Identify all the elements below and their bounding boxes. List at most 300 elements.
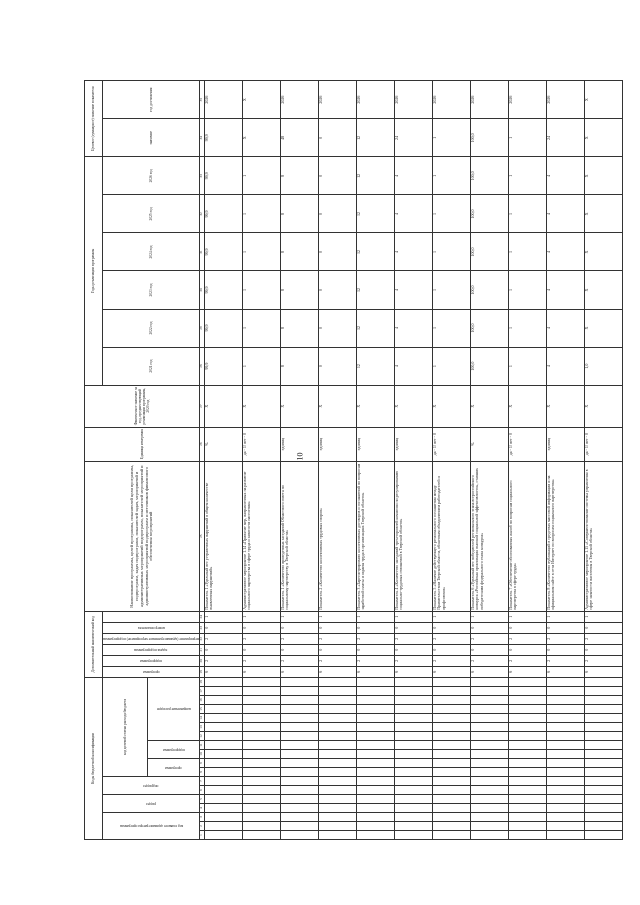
row-year-value: 100,0	[470, 157, 508, 195]
row-target-value: 48	[280, 119, 318, 157]
row-year-value: 4	[394, 195, 432, 233]
code-cell	[204, 813, 242, 822]
code-cell	[318, 795, 356, 804]
column-number: 25	[200, 461, 205, 611]
code-cell	[204, 768, 242, 777]
code-cell	[432, 804, 470, 813]
row-target-value: Х	[584, 119, 622, 157]
column-number: 17	[200, 687, 205, 696]
code-cell	[394, 795, 432, 804]
code-cell	[204, 750, 242, 759]
code-cell	[394, 696, 432, 705]
code-cell: 0	[242, 644, 280, 655]
code-cell: 1	[242, 611, 280, 622]
row-year-value: 8	[280, 309, 318, 347]
code-cell	[280, 687, 318, 696]
row-target-value: 0	[318, 119, 356, 157]
column-number: 3	[200, 813, 205, 822]
year-2026-header: 2026 год	[103, 157, 200, 195]
code-cell: 1	[470, 611, 508, 622]
code-cell	[432, 723, 470, 732]
code-cell	[584, 822, 622, 831]
row-target-value: 24	[394, 119, 432, 157]
table-row	[356, 81, 394, 840]
code-cell	[470, 677, 508, 686]
code-cell	[242, 813, 280, 822]
row-target-year: 2026	[394, 81, 432, 119]
column-number: 34	[200, 119, 205, 157]
page-number: 10	[295, 452, 305, 461]
code-cell	[318, 786, 356, 795]
row-target-year: 2026	[508, 81, 546, 119]
row-year-value: 0	[318, 157, 356, 195]
row-name: Показатель 1 «Удельный вес устраненных нарушений в общем количестве выявленных нарушений»	[204, 461, 242, 611]
code-cell	[356, 687, 394, 696]
row-year-value: 12	[356, 195, 394, 233]
row-year-value: 0	[318, 233, 356, 271]
row-year-value: 100,0	[470, 347, 508, 385]
code-cell	[508, 768, 546, 777]
code-cell	[508, 732, 546, 741]
row-name: Административное мероприятие 1.14 «Принятие мер, направленных на развитие социального партнерства в сфере труда и занятости населения»	[242, 461, 280, 611]
code-cell	[280, 714, 318, 723]
code-cell	[432, 732, 470, 741]
code-cell: 2	[356, 655, 394, 666]
column-number: 12	[200, 732, 205, 741]
row-year-value: Х	[584, 157, 622, 195]
code-cell	[242, 777, 280, 786]
row-year-value: 4	[546, 157, 584, 195]
code-cell	[280, 804, 318, 813]
code-cell	[432, 768, 470, 777]
code-cell	[508, 777, 546, 786]
code-cell	[546, 786, 584, 795]
row-unit: да - 1/ нет - 0	[432, 427, 470, 461]
code-cell	[394, 687, 432, 696]
code-cell: 2	[394, 655, 432, 666]
row-target-value: 1	[432, 119, 470, 157]
code-cell	[318, 759, 356, 768]
code-cell	[508, 741, 546, 750]
code-cell: 2	[280, 633, 318, 644]
code-cell	[204, 677, 242, 686]
year-2022-header: 2022 год	[103, 309, 200, 347]
code-cell	[204, 777, 242, 786]
code-cell	[470, 759, 508, 768]
column-number: 2	[200, 822, 205, 831]
code-cell	[242, 677, 280, 686]
code-cell	[432, 741, 470, 750]
year-2021-header: 2021 год	[103, 347, 200, 385]
row-year-value: 99,9	[204, 347, 242, 385]
code-cell	[280, 677, 318, 686]
code-cell	[546, 741, 584, 750]
code-cell	[546, 687, 584, 696]
code-cell	[204, 741, 242, 750]
code-cell	[508, 696, 546, 705]
code-cell	[356, 795, 394, 804]
code-cell: 0	[584, 644, 622, 655]
fact-2020-header: Фактическое значение за год, предшествующий реализации программы, 2020 год	[85, 385, 200, 427]
row-target-year: 2026	[546, 81, 584, 119]
code-cell: 6	[584, 666, 622, 677]
row-unit: %	[204, 427, 242, 461]
code-cell	[318, 831, 356, 840]
code-cell: 2	[318, 655, 356, 666]
row-year-value: 1	[432, 157, 470, 195]
row-target-value: 24	[546, 119, 584, 157]
code-cell	[280, 750, 318, 759]
budget-article-header: код целевой статьи расхода бюджета	[103, 677, 148, 776]
row-fact-2020: Х	[394, 385, 432, 427]
row-unit: единиц	[546, 427, 584, 461]
code-cell	[432, 786, 470, 795]
code-cell	[394, 822, 432, 831]
row-year-value: 1	[432, 195, 470, 233]
direction-code-header: направление расходов	[156, 706, 191, 711]
row-year-value: Х	[584, 233, 622, 271]
code-cell	[394, 750, 432, 759]
code-cell	[546, 732, 584, 741]
code-cell	[242, 750, 280, 759]
code-cell: 2	[584, 655, 622, 666]
target-header: Целевое (суммарное) значение показателя	[85, 81, 103, 157]
code-cell	[394, 786, 432, 795]
code-cell	[280, 759, 318, 768]
code-cell: 2	[508, 655, 546, 666]
row-target-year: 2026	[356, 81, 394, 119]
code-cell	[584, 813, 622, 822]
code-cell: 2	[546, 655, 584, 666]
code-cell: 0	[280, 644, 318, 655]
code-cell	[546, 813, 584, 822]
code-cell: 0	[508, 622, 546, 633]
code-cell	[470, 795, 508, 804]
code-cell	[432, 750, 470, 759]
code-cell	[280, 768, 318, 777]
row-target-year: 2026	[280, 81, 318, 119]
row-fact-2020: Х	[546, 385, 584, 427]
code-cell	[242, 696, 280, 705]
row-year-value: 1	[508, 347, 546, 385]
code-cell	[394, 714, 432, 723]
code-cell: 0	[508, 644, 546, 655]
code-cell	[432, 822, 470, 831]
row-unit: да - 1/ нет - 0	[242, 427, 280, 461]
row-name: Показатель 6 «Удельный вес победителей регионального этапа всероссийского конкурса «Российская организация высокой социальной эффективности», ставших победителями федерального этапа конкурса»	[470, 461, 508, 611]
code-cell	[546, 714, 584, 723]
row-year-value: 0	[318, 271, 356, 309]
code-cell	[356, 786, 394, 795]
code-cell: 2	[508, 633, 546, 644]
col-indicator-header: номер показателя	[137, 625, 165, 630]
row-target-value: 100,0	[470, 119, 508, 157]
row-year-value: 12	[356, 309, 394, 347]
year-2023-header: 2023 год	[103, 271, 200, 309]
code-cell	[356, 822, 394, 831]
code-cell	[508, 750, 546, 759]
rotated-page	[84, 80, 594, 840]
code-cell	[242, 732, 280, 741]
code-cell	[318, 714, 356, 723]
row-name: Показатель 5 «Наличие действующего регионального соглашения между Правительством Тверской области, областным объединением работодателей и профсоюзов»	[432, 461, 470, 611]
column-number: 22	[200, 633, 205, 644]
code-cell	[508, 677, 546, 686]
code-cell	[546, 804, 584, 813]
column-number: 14	[200, 714, 205, 723]
code-cell	[356, 831, 394, 840]
code-cell	[394, 741, 432, 750]
code-cell	[508, 714, 546, 723]
code-cell	[546, 822, 584, 831]
row-target-value: 1	[508, 119, 546, 157]
code-cell	[432, 777, 470, 786]
year-2025-header: 2025 год	[103, 195, 200, 233]
code-cell	[356, 723, 394, 732]
code-cell	[394, 804, 432, 813]
code-cell	[242, 705, 280, 714]
code-cell	[394, 705, 432, 714]
row-name: Показатель 3 «Зарегистрировано коллективных договоров и соглашений по вопросам заработной платы и охраны труда в организациях Тверской области»	[356, 461, 394, 611]
code-cell: 0	[204, 644, 242, 655]
row-year-value: 99,9	[204, 309, 242, 347]
table-row	[470, 81, 508, 840]
code-cell	[242, 723, 280, 732]
code-cell	[356, 741, 394, 750]
row-year-value: 4	[394, 233, 432, 271]
row-fact-2020: Х	[318, 385, 356, 427]
code-cell	[546, 768, 584, 777]
code-cell	[508, 687, 546, 696]
code-cell: 2	[470, 633, 508, 644]
code-cell	[204, 714, 242, 723]
code-cell	[394, 677, 432, 686]
row-year-value: 12	[356, 233, 394, 271]
row-year-value: 8	[280, 271, 318, 309]
code-cell: 0	[432, 644, 470, 655]
code-cell	[394, 732, 432, 741]
row-year-value: Х	[584, 195, 622, 233]
column-number: 20	[200, 655, 205, 666]
code-cell	[584, 705, 622, 714]
code-cell	[242, 786, 280, 795]
code-cell	[470, 732, 508, 741]
program-code-header: программа	[165, 765, 182, 770]
code-cell	[242, 795, 280, 804]
row-year-value: 1	[432, 233, 470, 271]
code-cell	[546, 677, 584, 686]
row-target-year: 2026	[204, 81, 242, 119]
row-target-year: Х	[584, 81, 622, 119]
analytic-code-header: Дополнительный аналитический код	[85, 611, 103, 677]
code-cell	[546, 705, 584, 714]
code-cell	[318, 732, 356, 741]
code-cell	[470, 696, 508, 705]
code-cell: 2	[242, 655, 280, 666]
code-cell	[280, 732, 318, 741]
code-cell	[356, 714, 394, 723]
row-year-value: 99,9	[204, 271, 242, 309]
code-cell: 0	[242, 622, 280, 633]
row-fact-2020: Х	[280, 385, 318, 427]
code-cell	[584, 777, 622, 786]
code-cell	[318, 741, 356, 750]
column-number: 33	[200, 157, 205, 195]
column-number: 24	[200, 611, 205, 622]
row-year-value: 8	[280, 233, 318, 271]
table-body	[204, 81, 622, 840]
code-cell	[204, 759, 242, 768]
code-cell: 0	[470, 644, 508, 655]
row-year-value: 1	[242, 195, 280, 233]
code-cell: 2	[204, 655, 242, 666]
code-cell: 1	[204, 611, 242, 622]
code-cell	[470, 750, 508, 759]
column-number: 28	[200, 347, 205, 385]
code-cell	[204, 795, 242, 804]
column-number: 30	[200, 271, 205, 309]
code-cell	[584, 768, 622, 777]
code-cell	[356, 696, 394, 705]
row-year-value: 1	[242, 233, 280, 271]
row-year-value: 8	[280, 157, 318, 195]
row-target-year: Х	[242, 81, 280, 119]
target-value-header: значение	[103, 119, 200, 157]
row-year-value: 100,0	[470, 195, 508, 233]
column-number: 6	[200, 786, 205, 795]
row-year-value: 0	[318, 347, 356, 385]
code-cell	[242, 822, 280, 831]
code-cell: 2	[432, 655, 470, 666]
code-cell	[280, 723, 318, 732]
code-cell: 1	[432, 611, 470, 622]
code-cell: 1	[318, 611, 356, 622]
code-cell	[318, 705, 356, 714]
code-cell	[584, 714, 622, 723]
row-name: Административное мероприятие 1.15 «Совершенствование системы управления в сфере занятости населения в Тверской области»	[584, 461, 622, 611]
code-cell	[242, 768, 280, 777]
code-cell: 6	[318, 666, 356, 677]
code-cell: 1	[508, 611, 546, 622]
code-cell: 6	[508, 666, 546, 677]
code-cell: 0	[318, 622, 356, 633]
code-cell	[432, 696, 470, 705]
code-cell	[204, 786, 242, 795]
code-cell	[432, 831, 470, 840]
row-year-value: 1	[432, 347, 470, 385]
column-number: 10	[200, 750, 205, 759]
row-target-value: Х	[242, 119, 280, 157]
code-cell	[280, 795, 318, 804]
code-cell	[204, 687, 242, 696]
col-event-header: мероприятие (административное мероприятие) подпрограммы	[103, 636, 200, 641]
code-cell	[508, 831, 546, 840]
code-cell: 6	[204, 666, 242, 677]
code-cell	[394, 777, 432, 786]
table-row	[546, 81, 584, 840]
code-cell: 2	[204, 633, 242, 644]
row-target-value: 99,9	[204, 119, 242, 157]
year-2024-header: 2024 год	[103, 233, 200, 271]
table-row	[432, 81, 470, 840]
code-cell	[584, 786, 622, 795]
row-year-value: 1	[242, 347, 280, 385]
column-number: 15	[200, 705, 205, 714]
row-year-value: 100,0	[470, 309, 508, 347]
table-row	[204, 81, 242, 840]
code-cell	[318, 687, 356, 696]
code-cell: 2	[546, 633, 584, 644]
code-cell	[470, 786, 508, 795]
column-number: 27	[200, 385, 205, 427]
code-cell	[318, 723, 356, 732]
code-cell: 1	[546, 611, 584, 622]
target-year-header: год достижения	[103, 81, 200, 119]
code-cell	[508, 759, 546, 768]
code-cell	[280, 822, 318, 831]
row-year-value: 4	[394, 157, 432, 195]
code-cell	[242, 831, 280, 840]
code-cell: 6	[280, 666, 318, 677]
code-cell: 0	[584, 622, 622, 633]
row-year-value: 4	[394, 309, 432, 347]
row-year-value: 1,0	[584, 347, 622, 385]
column-number: 4	[200, 804, 205, 813]
code-cell: 1	[584, 611, 622, 622]
column-number: 21	[200, 644, 205, 655]
column-number: 11	[200, 741, 205, 750]
row-year-value: Х	[584, 309, 622, 347]
code-cell	[546, 795, 584, 804]
code-cell	[584, 831, 622, 840]
code-cell	[204, 822, 242, 831]
code-cell	[508, 813, 546, 822]
code-cell	[280, 696, 318, 705]
row-year-value: 4	[546, 195, 584, 233]
column-number: 26	[200, 427, 205, 461]
code-cell	[280, 777, 318, 786]
program-table	[84, 80, 623, 840]
code-cell: 6	[356, 666, 394, 677]
code-cell	[356, 777, 394, 786]
code-cell: 0	[280, 622, 318, 633]
code-cell: 1	[280, 611, 318, 622]
column-number: 16	[200, 696, 205, 705]
row-fact-2020: Х	[508, 385, 546, 427]
col-program-header: программа	[142, 669, 160, 674]
code-cell: 0	[546, 622, 584, 633]
row-year-value: 100,0	[470, 271, 508, 309]
code-cell	[280, 741, 318, 750]
code-cell	[546, 723, 584, 732]
row-unit: единиц	[394, 427, 432, 461]
code-cell	[318, 777, 356, 786]
table-row	[280, 81, 318, 840]
code-cell	[356, 705, 394, 714]
row-year-value: 12	[356, 157, 394, 195]
code-cell	[470, 813, 508, 822]
column-number: 5	[200, 795, 205, 804]
row-year-value: Х	[584, 271, 622, 309]
code-cell	[584, 732, 622, 741]
code-cell	[584, 795, 622, 804]
row-year-value: 1	[242, 309, 280, 347]
code-cell: 2	[584, 633, 622, 644]
code-cell: 2	[432, 633, 470, 644]
code-cell	[204, 831, 242, 840]
row-year-value: 99,9	[204, 233, 242, 271]
column-number: 31	[200, 233, 205, 271]
